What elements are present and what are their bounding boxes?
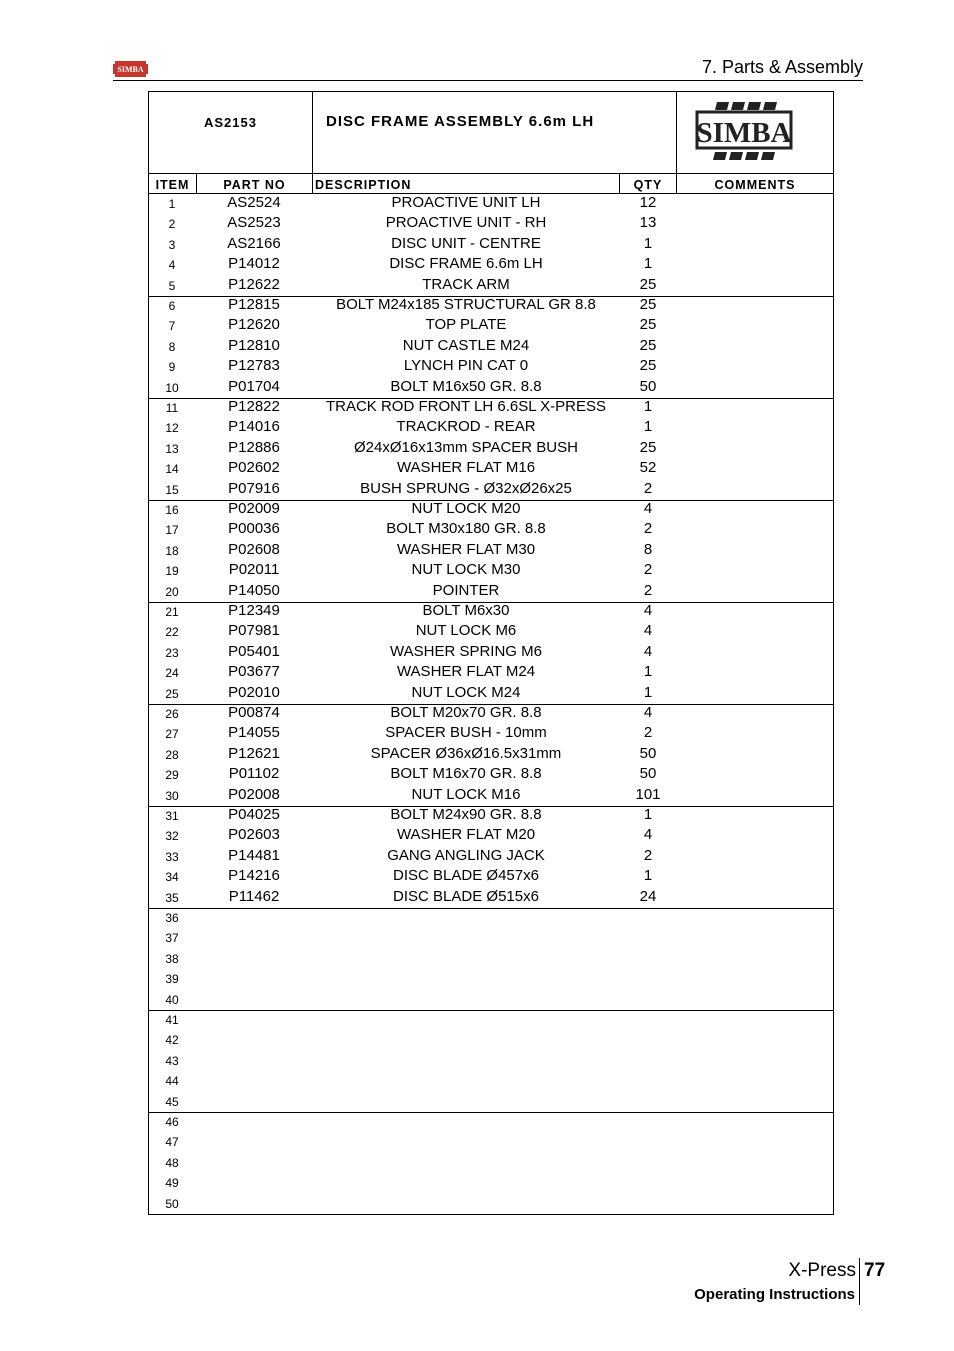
section-title: 7. Parts & Assembly	[701, 57, 863, 77]
part-description: WASHER FLAT M20	[396, 826, 536, 844]
item-number: 41	[165, 1013, 179, 1027]
part-number: P14055	[228, 724, 280, 742]
part-description: BOLT M6x30	[422, 602, 510, 619]
page-number: 77	[864, 1260, 886, 1281]
part-quantity: 50	[639, 765, 657, 783]
part-number: P00874	[228, 704, 280, 721]
item-number: 36	[165, 911, 179, 925]
group-divider	[149, 908, 833, 909]
part-number: P01704	[228, 377, 280, 395]
part-quantity: 1	[643, 398, 653, 415]
part-quantity: 25	[639, 275, 657, 293]
item-number: 3	[168, 237, 176, 252]
part-description: WASHER FLAT M16	[396, 459, 536, 477]
part-description: DISC BLADE Ø457x6	[393, 867, 539, 885]
item-number: 6	[168, 299, 176, 313]
item-number: 5	[168, 278, 176, 293]
part-number: AS2523	[227, 214, 281, 232]
part-quantity: 24	[639, 887, 657, 905]
item-number: 10	[165, 380, 179, 395]
part-quantity: 2	[643, 846, 653, 864]
item-number: 19	[165, 564, 179, 579]
item-number: 31	[165, 809, 179, 823]
part-quantity: 25	[639, 438, 657, 456]
part-description: SPACER Ø36xØ16.5x31mm	[370, 744, 562, 762]
part-number: P12621	[228, 744, 280, 762]
column-header-part-no: PART NO	[223, 178, 286, 192]
part-number: P14050	[228, 581, 280, 599]
part-quantity: 1	[643, 683, 653, 701]
part-number: P12622	[228, 275, 280, 293]
item-number: 42	[165, 1033, 179, 1048]
part-quantity: 50	[639, 377, 657, 395]
part-description: PROACTIVE UNIT LH	[391, 194, 541, 211]
part-quantity: 4	[643, 642, 653, 660]
item-number: 25	[165, 686, 179, 701]
item-number: 34	[165, 870, 179, 885]
item-number: 13	[165, 441, 179, 456]
part-quantity: 25	[639, 316, 657, 334]
svg-text:SIMBA: SIMBA	[117, 65, 144, 74]
part-quantity: 25	[639, 336, 657, 354]
item-number: 9	[168, 360, 176, 375]
item-number: 1	[168, 197, 176, 211]
part-number: P01102	[228, 765, 280, 783]
divider	[312, 92, 313, 194]
part-number: AS2524	[227, 194, 281, 211]
group-divider	[149, 1112, 833, 1113]
part-description: TRACKROD - REAR	[396, 418, 536, 436]
part-number: P04025	[228, 806, 280, 823]
item-number: 49	[165, 1176, 179, 1191]
footer-divider	[859, 1258, 860, 1305]
item-number: 50	[165, 1196, 179, 1211]
footer-product: X-Press	[788, 1260, 856, 1281]
item-number: 27	[165, 727, 179, 742]
part-number: P00036	[228, 520, 280, 538]
part-description: PROACTIVE UNIT - RH	[385, 214, 547, 232]
part-description: DISC UNIT - CENTRE	[391, 234, 541, 252]
part-number: P14016	[228, 418, 280, 436]
item-number: 45	[165, 1094, 179, 1109]
part-description: BUSH SPRUNG - Ø32xØ26x25	[360, 479, 572, 497]
part-quantity: 12	[639, 194, 657, 211]
part-number: P12886	[228, 438, 280, 456]
item-number: 11	[165, 401, 179, 415]
part-description: NUT LOCK M16	[411, 785, 521, 803]
part-number: P05401	[228, 642, 280, 660]
part-description: Ø24xØ16x13mm SPACER BUSH	[354, 438, 578, 456]
item-number: 18	[165, 543, 179, 558]
part-description: BOLT M24x185 STRUCTURAL GR 8.8	[336, 296, 596, 313]
part-description: SPACER BUSH - 10mm	[385, 724, 547, 742]
part-number: P14012	[228, 255, 280, 273]
part-quantity: 4	[643, 500, 653, 517]
part-description: GANG ANGLING JACK	[387, 846, 545, 864]
item-number: 46	[165, 1115, 179, 1129]
item-number: 32	[165, 829, 179, 844]
part-quantity: 25	[639, 357, 657, 375]
assembly-code: AS2153	[204, 115, 257, 130]
svg-text:SIMBA: SIMBA	[696, 117, 792, 149]
item-number: 37	[165, 931, 179, 946]
part-quantity: 1	[643, 234, 653, 252]
part-number: P12815	[228, 296, 280, 313]
column-header-item: ITEM	[155, 178, 190, 192]
item-number: 12	[165, 421, 179, 436]
part-number: P02602	[228, 459, 280, 477]
item-number: 33	[165, 849, 179, 864]
part-description: BOLT M30x180 GR. 8.8	[386, 520, 546, 538]
part-description: NUT LOCK M6	[415, 622, 517, 640]
item-number: 47	[165, 1135, 179, 1150]
part-number: P14481	[228, 846, 280, 864]
item-number: 14	[165, 462, 179, 477]
part-quantity: 13	[639, 214, 657, 232]
part-number: P07981	[228, 622, 280, 640]
item-number: 43	[165, 1053, 179, 1068]
part-description: BOLT M24x90 GR. 8.8	[390, 806, 542, 823]
part-quantity: 1	[643, 418, 653, 436]
part-number: P12810	[228, 336, 280, 354]
part-description: TRACK ROD FRONT LH 6.6SL X-PRESS	[325, 398, 607, 415]
item-number: 8	[168, 339, 176, 354]
part-number: P03677	[228, 663, 280, 681]
part-quantity: 1	[643, 255, 653, 273]
item-number: 44	[165, 1074, 179, 1089]
part-quantity: 2	[643, 479, 653, 497]
part-description: NUT CASTLE M24	[402, 336, 530, 354]
item-number: 35	[165, 890, 179, 905]
part-quantity: 2	[643, 520, 653, 538]
part-description: WASHER FLAT M24	[396, 663, 536, 681]
part-description: NUT LOCK M24	[411, 683, 521, 701]
column-header-qty: QTY	[633, 178, 663, 192]
item-number: 17	[165, 523, 179, 538]
part-quantity: 25	[639, 296, 657, 313]
item-number: 29	[165, 768, 179, 783]
item-number: 38	[165, 951, 179, 966]
part-number: P02008	[228, 785, 280, 803]
part-number: P02009	[228, 500, 280, 517]
part-number: P12620	[228, 316, 280, 334]
assembly-title: DISC FRAME ASSEMBLY 6.6m LH	[326, 113, 595, 130]
part-description: WASHER FLAT M30	[396, 540, 536, 558]
part-description: DISC FRAME 6.6m LH	[389, 255, 543, 273]
item-number: 28	[165, 747, 179, 762]
item-number: 26	[165, 707, 179, 721]
part-number: P12822	[228, 398, 280, 415]
column-header-description: DESCRIPTION	[315, 178, 412, 192]
part-quantity: 2	[643, 724, 653, 742]
part-number: P14216	[228, 867, 280, 885]
part-number: P07916	[228, 479, 280, 497]
parts-table	[148, 91, 834, 1215]
item-number: 21	[165, 605, 179, 619]
part-description: TRACK ARM	[422, 275, 510, 293]
part-quantity: 1	[643, 867, 653, 885]
part-description: BOLT M16x70 GR. 8.8	[390, 765, 542, 783]
part-quantity: 101	[635, 785, 661, 803]
item-number: 48	[165, 1155, 179, 1170]
part-quantity: 52	[639, 459, 657, 477]
part-number: P12783	[228, 357, 280, 375]
header-divider	[113, 80, 863, 81]
part-quantity: 4	[643, 704, 653, 721]
part-quantity: 4	[643, 622, 653, 640]
part-description: TOP PLATE	[425, 316, 507, 334]
part-number: P02010	[228, 683, 280, 701]
item-number: 39	[165, 972, 179, 987]
item-number: 20	[165, 584, 179, 599]
item-number: 23	[165, 645, 179, 660]
item-number: 30	[165, 788, 179, 803]
part-number: P02011	[228, 561, 280, 579]
part-number: P02603	[228, 826, 280, 844]
item-number: 40	[165, 992, 179, 1007]
part-quantity: 4	[643, 602, 653, 619]
part-quantity: 1	[643, 663, 653, 681]
part-description: NUT LOCK M30	[411, 561, 521, 579]
simba-logo	[695, 100, 793, 162]
item-number: 4	[168, 258, 176, 273]
part-number: P11462	[228, 887, 280, 905]
part-description: POINTER	[432, 581, 500, 599]
part-quantity: 2	[643, 581, 653, 599]
item-number: 16	[165, 503, 179, 517]
divider	[149, 173, 833, 174]
item-number: 7	[168, 319, 176, 334]
part-number: P02608	[228, 540, 280, 558]
part-description: BOLT M16x50 GR. 8.8	[390, 377, 542, 395]
part-quantity: 4	[643, 826, 653, 844]
item-number: 22	[165, 625, 179, 640]
part-quantity: 2	[643, 561, 653, 579]
part-quantity: 50	[639, 744, 657, 762]
part-description: BOLT M20x70 GR. 8.8	[390, 704, 542, 721]
part-quantity: 1	[643, 806, 653, 823]
footer-subtitle: Operating Instructions	[694, 1286, 855, 1303]
part-number: P12349	[228, 602, 280, 619]
part-description: NUT LOCK M20	[411, 500, 521, 517]
part-description: LYNCH PIN CAT 0	[403, 357, 529, 375]
part-description: DISC BLADE Ø515x6	[393, 887, 539, 905]
simba-logo-small	[113, 59, 148, 78]
part-description: WASHER SPRING M6	[390, 642, 542, 660]
item-number: 24	[165, 666, 179, 681]
part-number: AS2166	[227, 234, 281, 252]
item-number: 2	[168, 217, 176, 232]
column-header-comments: COMMENTS	[714, 178, 796, 192]
group-divider	[149, 1010, 833, 1011]
part-quantity: 8	[643, 540, 653, 558]
item-number: 15	[165, 482, 179, 497]
